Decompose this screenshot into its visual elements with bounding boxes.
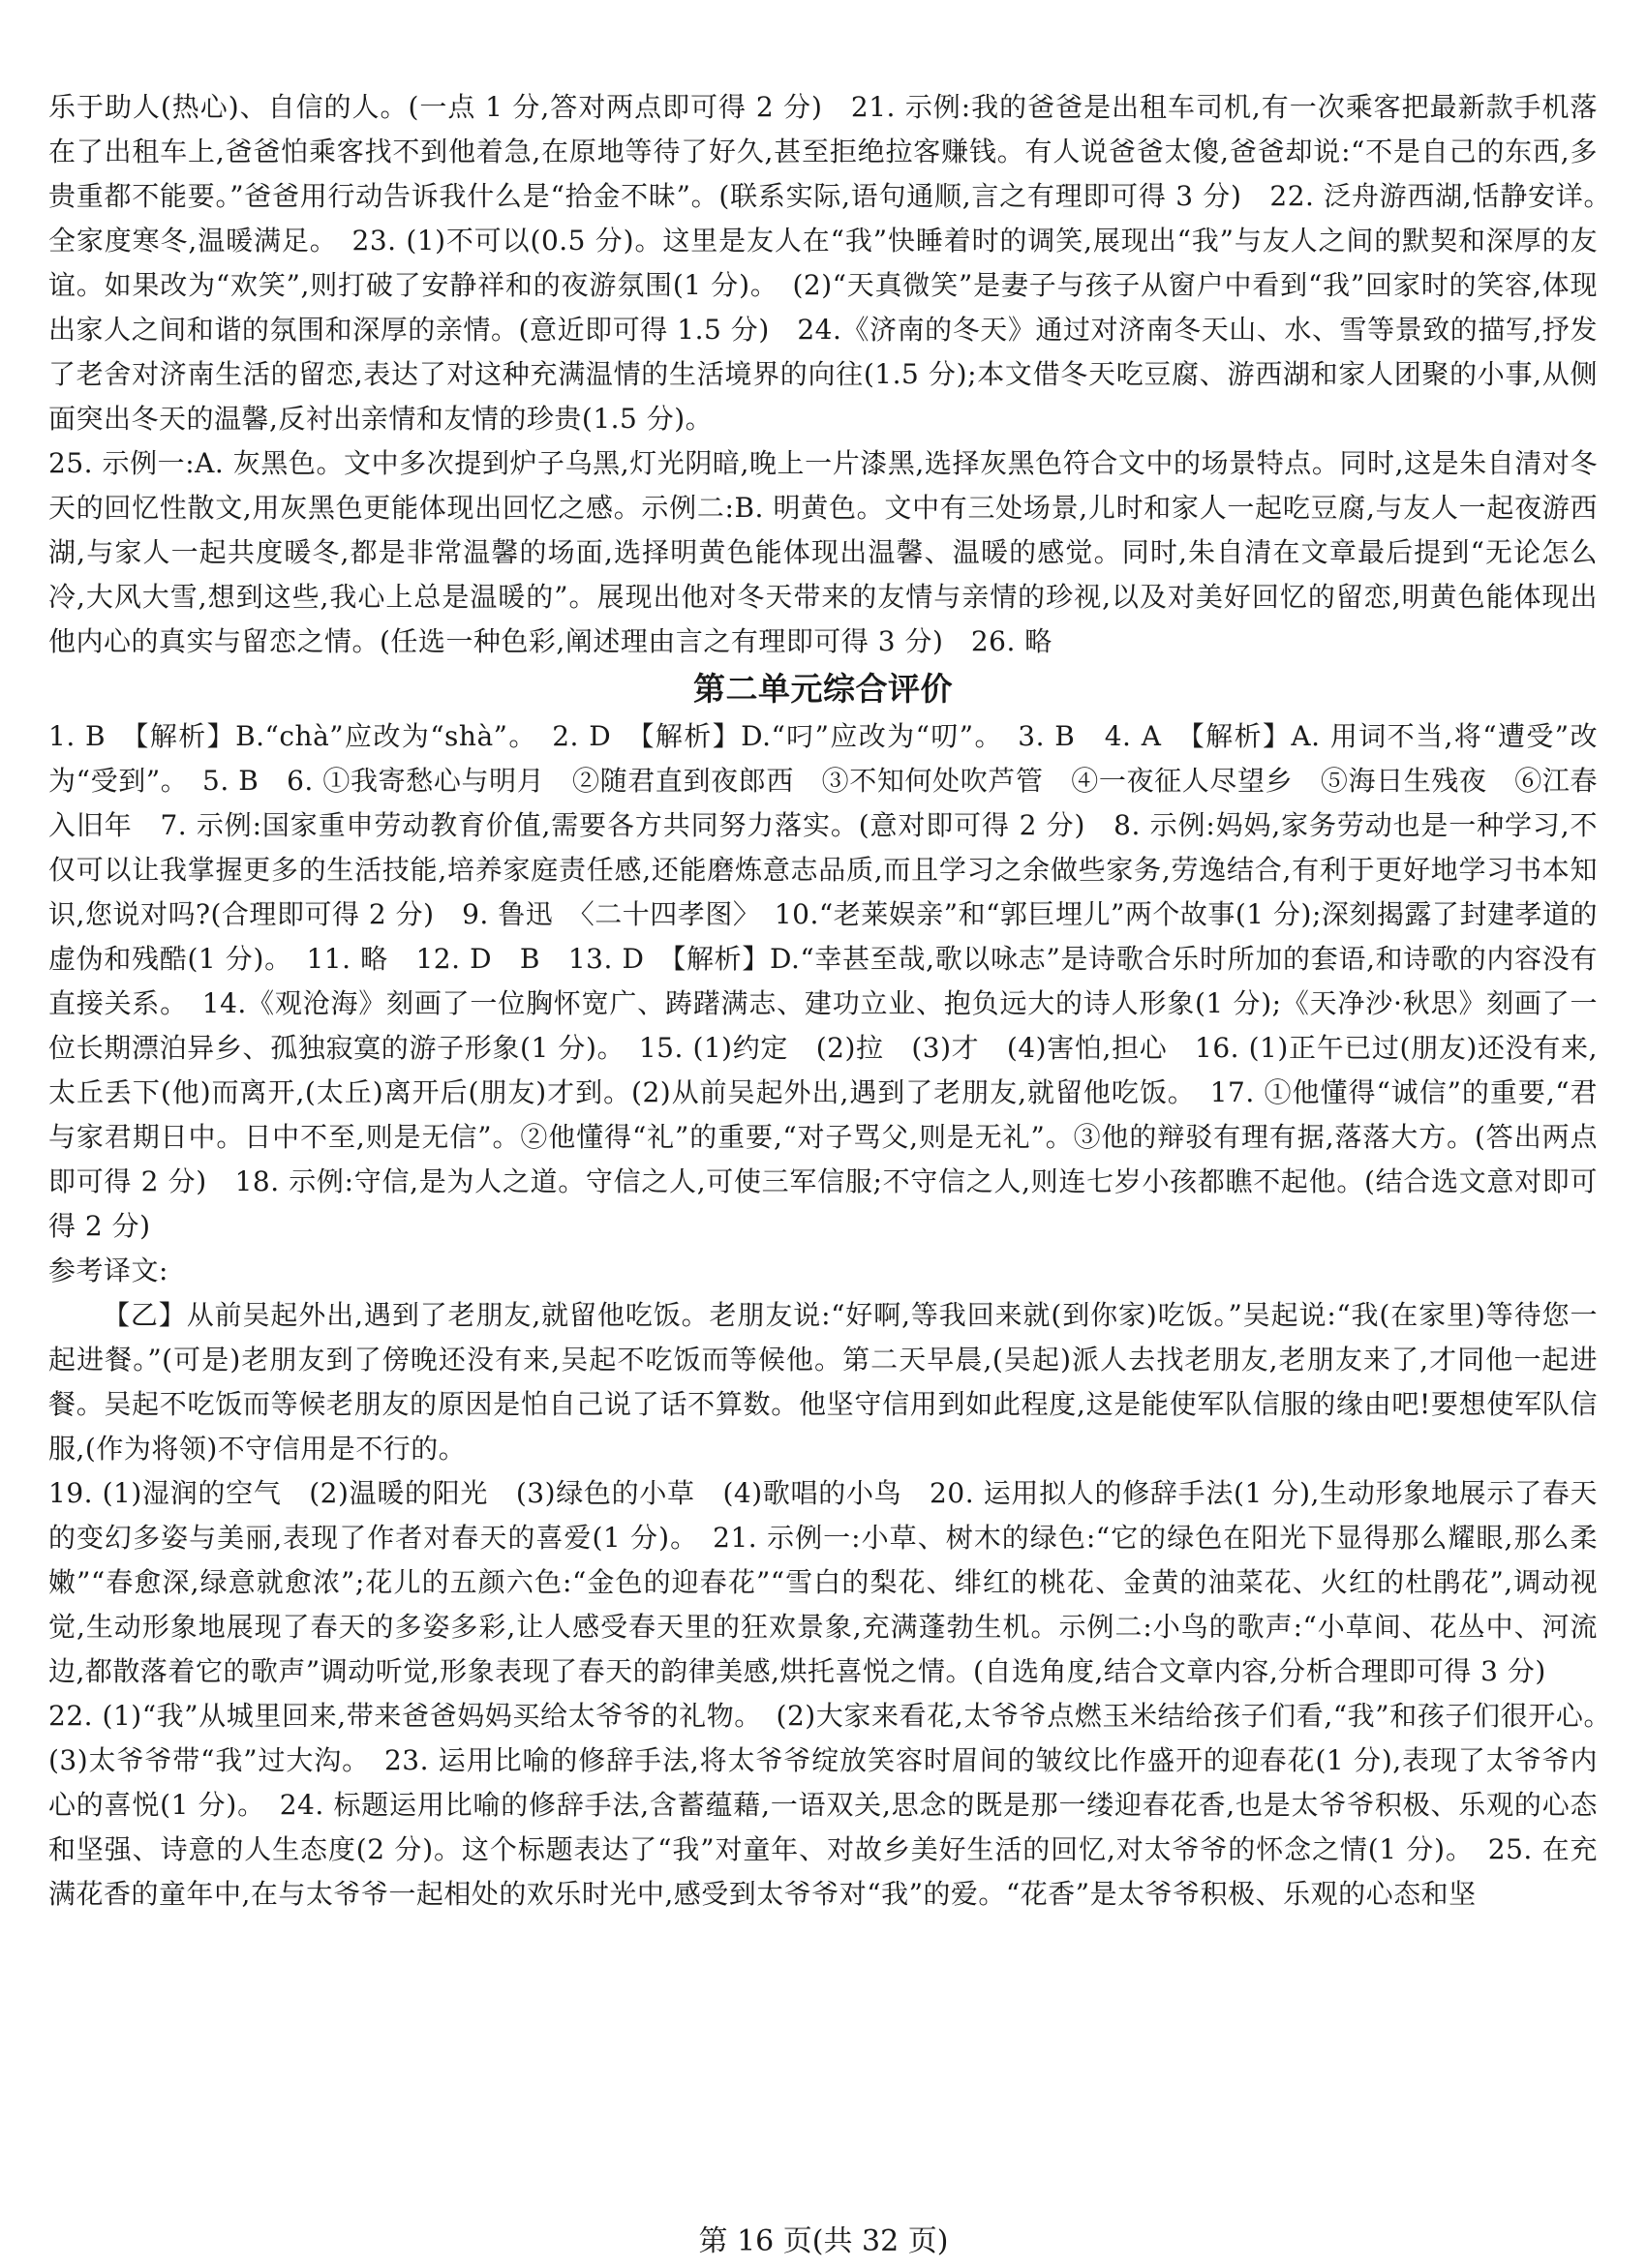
answer-25-26: 25. 示例一:A. 灰黑色。文中多次提到炉子乌黑,灯光阴暗,晚上一片漆黑,选择灰黑色符合文中的场景特点。同时,这是朱自清对冬天的回忆性散文,用灰黑色更能体现出回忆之感。示例二:B. 明黄色。文中有三处场景,儿时和家人一起吃豆腐,与友人一起夜游西湖,与家人一起共度暖冬,都是非常温馨的场面,选择明黄色能体现出温馨、温暖的感觉。同时,朱自清在文章最后提到“无论怎么冷,大风大雪,想到这些,我心上总是温暖的”。展现出他对冬天带来的友情与亲情的珍视,以及对美好回忆的留恋,明黄色能体现出他内心的真实与留恋之情。(任选一种色彩,阐述理由言之有理即可得 3 分) 26. 略 [48,447,1598,657]
unit2-answers-part1: 1. B 【解析】B.“chà”应改为“shà”。 2. D 【解析】D.“叼”应改为“叨”。 3. B 4. A 【解析】A. 用词不当,将“遭受”改为“受到”。 5. B 6. ①我寄愁心与明月 ②随君直到夜郎西 ③不知何处吹芦管 ④一夜征人尽望乡 ⑤海日生残夜 ⑥江春入旧年 7. 示例:国家重申劳动教育价值,需要各方共同努力落实。(意对即可得 2 分) 8. 示例:妈妈,家务劳动也是一种学习,不仅可以让我掌握更多的生活技能,培养家庭责任感,还能磨炼意志品质,而且学习之余做些家务,劳逸结合,有利于更好地学习书本知识,您说对吗?(合理即可得 2 分) 9. 鲁迅 〈二十四孝图〉 10.“老莱娱亲”和“郭巨埋儿”两个故事(1 分);深刻揭露了封建孝道的虚伪和残酷(1 分)。 11. 略 12. D B 13. D 【解析】D.“幸甚至哉,歌以咏志”是诗歌合乐时所加的套语,和诗歌的内容没有直接关系。 14.《观沧海》刻画了一位胸怀宽广、踌躇满志、建功立业、抱负远大的诗人形象(1 分);《天净沙·秋思》刻画了一位长期漂泊异乡、孤独寂寞的游子形象(1 分)。 15. (1)约定 (2)拉 (3)才 (4)害怕,担心 16. (1)正午已过(朋友)还没有来,太丘丢下(他)而离开,(太丘)离开后(朋友)才到。(2)从前吴起外出,遇到了老朋友,就留他吃饭。 17. ①他懂得“诚信”的重要,“君与家君期日中。日中不至,则是无信”。②他懂得“礼”的重要,“对子骂父,则是无礼”。③他的辩驳有理有据,落落大方。(答出两点即可得 2 分) 18. 示例:守信,是为人之道。守信之人,可使三军信服;不守信之人,则连七岁小孩都瞧不起他。(结合选文意对即可得 2 分) [48,720,1598,1242]
section-title: 第二单元综合评价 [693,670,953,708]
unit1-answers-continued: 乐于助人(热心)、自信的人。(一点 1 分,答对两点即可得 2 分) 21. 示例:我的爸爸是出租车司机,有一次乘客把最新款手机落在了出租车上,爸爸怕乘客找不到他着急,在原地等待了好久,甚至拒绝拉客赚钱。有人说爸爸太傻,爸爸却说:“不是自己的东西,多贵重都不能要。”爸爸用行动告诉我什么是“拾金不昧”。(联系实际,语句通顺,言之有理即可得 3 分) 22. 泛舟游西湖,恬静安详。 全家度寒冬,温暖满足。 23. (1)不可以(0.5 分)。这里是友人在“我”快睡着时的调笑,展现出“我”与友人之间的默契和深厚的友谊。如果改为“欢笑”,则打破了安静祥和的夜游氛围(1 分)。 (2)“天真微笑”是妻子与孩子从窗户中看到“我”回家时的笑容,体现出家人之间和谐的氛围和深厚的亲情。(意近即可得 1.5 分) 24.《济南的冬天》通过对济南冬天山、水、雪等景致的描写,抒发了老舍对济南生活的留恋,表达了对这种充满温情的生活境界的向往(1.5 分);本文借冬天吃豆腐、游西湖和家人团聚的小事,从侧面突出冬天的温馨,反衬出亲情和友情的珍贵(1.5 分)。 [48,91,1626,435]
page-footer: 第 16 页(共 32 页) [698,2224,949,2258]
unit2-answers-part2: 19. (1)湿润的空气 (2)温暖的阳光 (3)绿色的小草 (4)歌唱的小鸟 20. 运用拟人的修辞手法(1 分),生动形象地展示了春天的变幻多姿与美丽,表现了作者对春天的喜爱(1 分)。 21. 示例一:小草、树木的绿色:“它的绿色在阳光下显得那么耀眼,那么柔嫩”“春愈深,绿意就愈浓”;花儿的五颜六色:“金色的迎春花”“雪白的梨花、绯红的桃花、金黄的油菜花、火红的杜鹃花”,调动视觉,生动形象地展现了春天的多姿多彩,让人感受春天里的狂欢景象,充满蓬勃生机。示例二:小鸟的歌声:“小草间、花丛中、河流边,都散落着它的歌声”调动听觉,形象表现了春天的韵律美感,烘托喜悦之情。(自选角度,结合文章内容,分析合理即可得 3 分) [48,1477,1598,1687]
translation-label: 参考译文: [48,1255,168,1286]
translation-body: 【乙】从前吴起外出,遇到了老朋友,就留他吃饭。老朋友说:“好啊,等我回来就(到你家)吃饭。”吴起说:“我(在家里)等待您一起进餐。”(可是)老朋友到了傍晚还没有来,吴起不吃饭而等候他。第二天早晨,(吴起)派人去找老朋友,老朋友来了,才同他一起进餐。吴起不吃饭而等候老朋友的原因是怕自己说了话不算数。他坚守信用到如此程度,这是能使军队信服的缘由吧!要想使军队信服,(作为将领)不守信用是不行的。 [48,1299,1598,1465]
answer-page [48,85,1626,1917]
unit2-answers-part3: 22. (1)“我”从城里回来,带来爸爸妈妈买给太爷爷的礼物。 (2)大家来看花,太爷爷点燃玉米结给孩子们看,“我”和孩子们很开心。 (3)太爷爷带“我”过大沟。 23. 运用比喻的修辞手法,将太爷爷绽放笑容时眉间的皱纹比作盛开的迎春花(1 分),表现了太爷爷内心的喜悦(1 分)。 24. 标题运用比喻的修辞手法,含蓄蕴藉,一语双关,思念的既是那一缕迎春花香,也是太爷爷积极、乐观的心态和坚强、诗意的人生态度(2 分)。这个标题表达了“我”对童年、对故乡美好生活的回忆,对太爷爷的怀念之情(1 分)。 25. 在充满花香的童年中,在与太爷爷一起相处的欢乐时光中,感受到太爷爷对“我”的爱。“花香”是太爷爷积极、乐观的心态和坚 [48,1700,1626,1910]
